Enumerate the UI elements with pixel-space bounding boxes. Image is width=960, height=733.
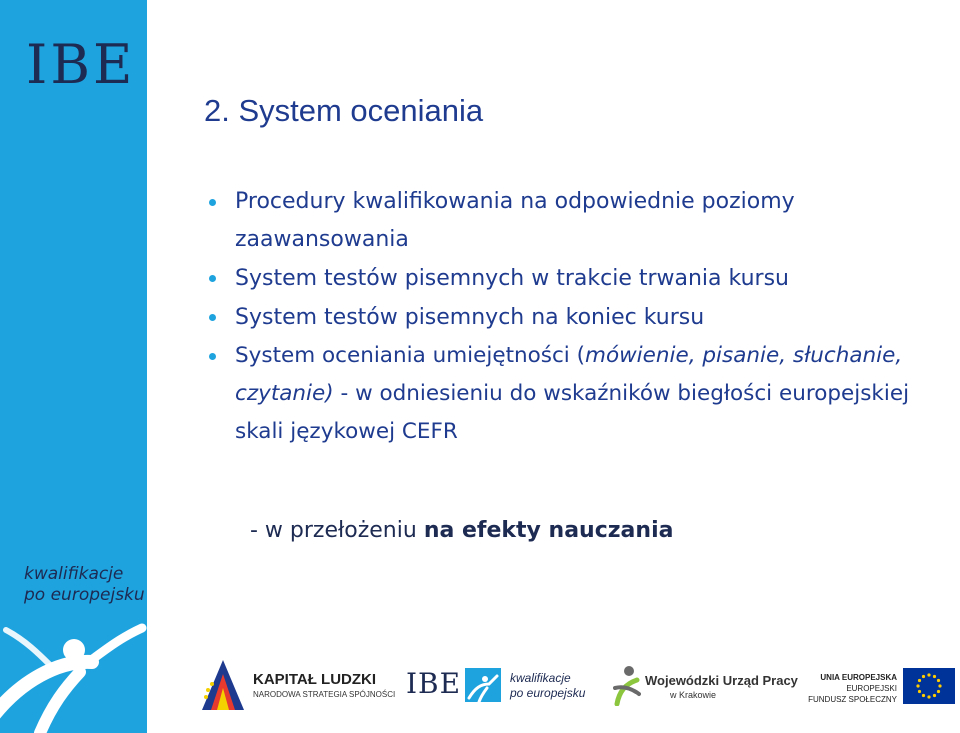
slide-title: 2. System oceniania (204, 93, 484, 128)
brand-tagline-line1: kwalifikacje (24, 564, 124, 584)
eu-label-line1: UNIA EUROPEJSKA (820, 673, 897, 682)
wup-location: w Krakowie (670, 690, 717, 700)
bullet-text: Procedury kwalifikowania na odpowiednie poziomy zaawansowania (235, 189, 795, 252)
eu-label-line2: EUROPEJSKI (846, 684, 897, 693)
kapital-ludzki-icon (202, 660, 244, 710)
ibe-logo: IBE (26, 33, 136, 96)
ibe-footer-logo: IBE (406, 667, 462, 700)
bullet-text-part2: - w odniesieniu do wskaźników biegłości europejskiej skali językowej CEFR (235, 381, 910, 444)
eu-label-line3: FUNDUSZ SPOŁECZNY (808, 695, 897, 704)
bullet-text: System testów pisemnych w trakcie trwania kursu (235, 266, 789, 291)
bullet-item (212, 337, 952, 451)
kwalifikacje-label-line2: po europejsku (510, 686, 586, 700)
bullet-item (212, 298, 952, 337)
bullet-dot-icon (209, 353, 216, 360)
sub-item-bold: na efekty nauczania (423, 518, 674, 543)
brand-tagline-line2: po europejsku (24, 585, 145, 605)
eu-flag-icon (903, 668, 955, 704)
wup-icon (613, 664, 641, 706)
bullet-dot-icon (209, 275, 216, 282)
kapital-ludzki-sub: NARODOWA STRATEGIA SPÓJNOŚCI (253, 690, 396, 699)
sub-item (250, 513, 673, 549)
sidebar (0, 0, 147, 733)
bullet-dot-icon (209, 199, 216, 206)
bullet-text: System testów pisemnych na koniec kursu (235, 305, 705, 330)
sub-item-prefix: - w przełożeniu (250, 518, 424, 543)
bullet-dot-icon (209, 314, 216, 321)
bullet-text-part1: System oceniania umiejętności ( (235, 343, 585, 368)
running-figure-icon (0, 610, 147, 733)
kwalifikacje-figure-icon (465, 668, 501, 702)
bullet-list (212, 183, 952, 451)
bullet-item (212, 183, 952, 259)
wup-label: Wojewódzki Urząd Pracy (645, 673, 798, 688)
footer-logos (195, 650, 960, 720)
bullet-item (212, 259, 952, 298)
bullet-text-italic: mówienie, pisanie, słuchanie, czytanie) (235, 343, 903, 406)
kapital-ludzki-label: KAPITAŁ LUDZKI (253, 671, 377, 688)
kwalifikacje-label-line1: kwalifikacje (510, 671, 571, 685)
